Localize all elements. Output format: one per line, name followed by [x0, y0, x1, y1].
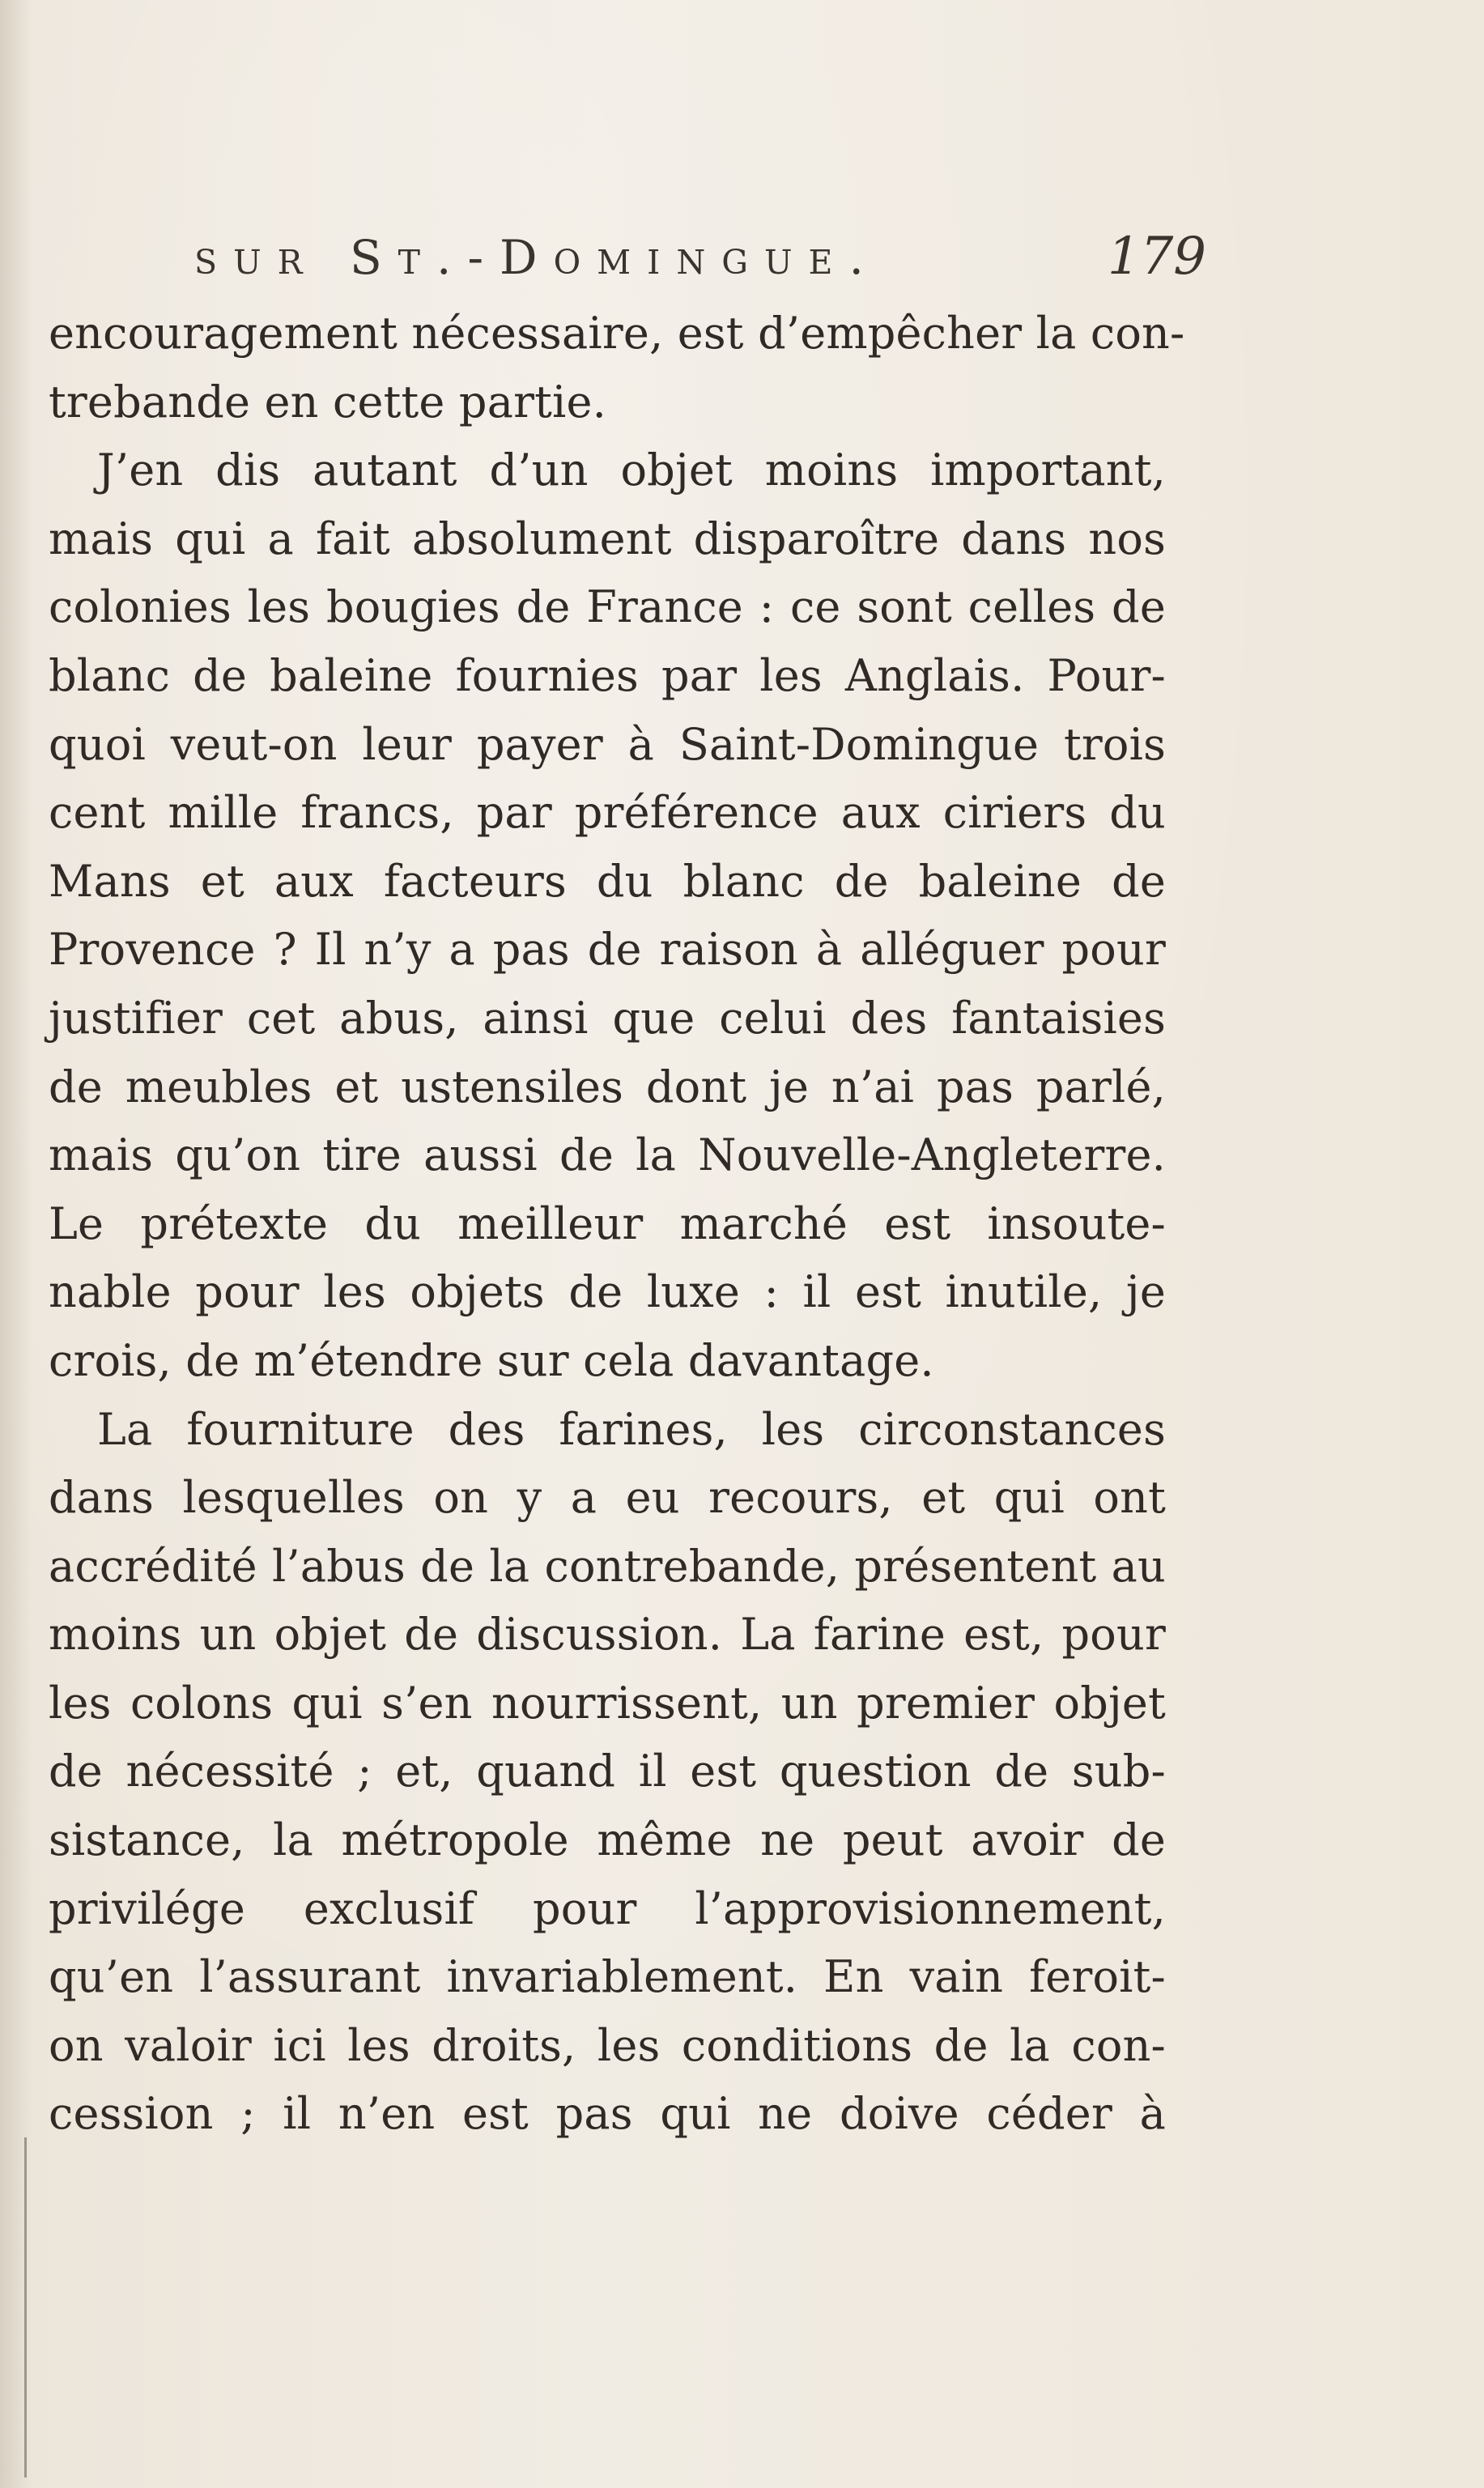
text-line: dans lesquelles on y a eu recours, et qui ont: [49, 1472, 1166, 1524]
running-head: [194, 227, 1206, 300]
text-line: sistance, la métropole même ne peut avoir de: [49, 1814, 1166, 1866]
text-line: cession ; il n’en est pas qui ne doive céder à: [49, 2088, 1166, 2140]
body-text: [49, 300, 1185, 2149]
text-line: Mans et aux facteurs du blanc de baleine de: [49, 855, 1166, 907]
text-line: mais qu’on tire aussi de la Nouvelle-Angleterre.: [49, 1129, 1166, 1181]
text-line: on valoir ici les droits, les conditions de la con-: [49, 2019, 1166, 2071]
page-gutter-shadow: [0, 0, 32, 2488]
text-line: mais qui a fait absolument disparoître dans nos: [49, 512, 1166, 564]
text-line: qu’en l’assurant invariablement. En vain feroit-: [49, 1951, 1166, 2003]
text-line: Provence ? Il n’y a pas de raison à alléguer pour: [49, 924, 1166, 976]
text-line: encouragement nécessaire, est d’empêcher la con-: [49, 308, 1185, 359]
text-line: cent mille francs, par préférence aux ciriers du: [49, 787, 1166, 839]
text-line: nable pour les objets de luxe : il est inutile, je: [49, 1266, 1166, 1318]
text-line: J’en dis autant d’un objet moins important,: [97, 444, 1166, 496]
text-line: crois, de m’étendre sur cela davantage.: [49, 1334, 934, 1386]
text-line: justifier cet abus, ainsi que celui des fantaisies: [49, 992, 1166, 1044]
text-line: privilége exclusif pour l’approvisionnement,: [49, 1882, 1166, 1934]
text-line: colonies les bougies de France : ce sont celles de: [49, 581, 1166, 633]
text-line: les colons qui s’en nourrissent, un premier objet: [49, 1677, 1166, 1729]
text-line: quoi veut-on leur payer à Saint-Domingue trois: [49, 718, 1166, 770]
text-line: de nécessité ; et, quand il est question de sub-: [49, 1746, 1166, 1797]
running-title: sur St.-Domingue.: [194, 230, 880, 285]
text-line: La fourniture des farines, les circonstances: [97, 1403, 1166, 1455]
text-line: accrédité l’abus de la contrebande, présentent au: [49, 1540, 1166, 1592]
text-line: moins un objet de discussion. La farine est, pour: [49, 1609, 1166, 1661]
text-line: Le prétexte du meilleur marché est insoute-: [49, 1197, 1166, 1249]
text-block: [49, 227, 1206, 2149]
page-number: 179: [1107, 227, 1206, 287]
page-edge-line: [24, 2137, 27, 2477]
text-line: blanc de baleine fournies par les Anglais. Pour-: [49, 649, 1166, 701]
text-line: de meubles et ustensiles dont je n’ai pas parlé,: [49, 1061, 1166, 1112]
text-line: trebande en cette partie.: [49, 376, 606, 427]
